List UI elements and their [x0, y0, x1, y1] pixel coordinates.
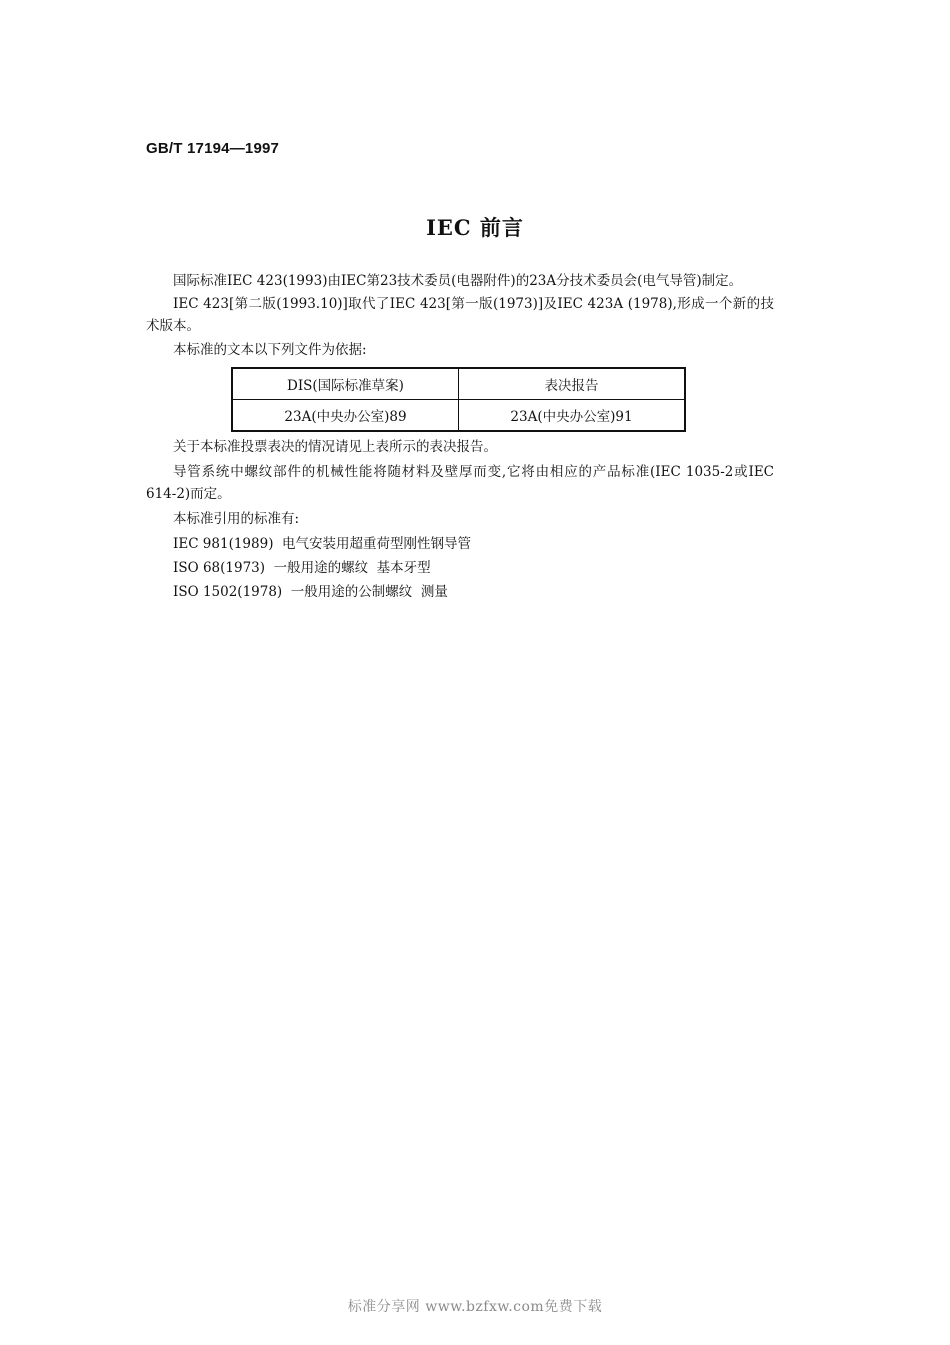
- vote-table: [231, 367, 686, 432]
- page-title: IEC 前言: [426, 215, 524, 240]
- reference-item: IEC 981(1989) 电气安装用超重荷型刚性钢导管: [173, 536, 472, 552]
- paragraph-references-intro: 本标准引用的标准有:: [173, 511, 300, 527]
- table-cell: 23A(中央办公室)91: [459, 400, 686, 432]
- table-header-cell: DIS(国际标准草案): [232, 368, 459, 400]
- paragraph-edition: IEC 423[第二版(1993.10)]取代了IEC 423[第一版(1973)]及IEC 423A (1978),形成一个新的技术版本。: [146, 296, 774, 334]
- table-row: [232, 400, 685, 432]
- reference-item: ISO 68(1973) 一般用途的螺纹 基本牙型: [173, 560, 431, 576]
- footer-watermark: 标准分享网 www.bzfxw.com免费下载: [347, 1299, 603, 1315]
- table-cell: 23A(中央办公室)89: [232, 400, 459, 432]
- table-header-cell: 表决报告: [459, 368, 686, 400]
- standard-number: GB/T 17194—1997: [146, 140, 280, 157]
- paragraph-thread-note: 导管系统中螺纹部件的机械性能将随材料及壁厚而变,它将由相应的产品标准(IEC 1035-2或IEC 614-2)而定。: [146, 464, 774, 502]
- paragraph-vote-note: 关于本标准投票表决的情况请见上表所示的表决报告。: [173, 439, 497, 455]
- paragraph-basis: 本标准的文本以下列文件为依据:: [173, 342, 367, 358]
- table-header-row: [232, 368, 685, 400]
- reference-item: ISO 1502(1978) 一般用途的公制螺纹 测量: [173, 584, 448, 600]
- paragraph-origin: 国际标准IEC 423(1993)由IEC第23技术委员(电器附件)的23A分技术委员会(电气导管)制定。: [173, 273, 743, 289]
